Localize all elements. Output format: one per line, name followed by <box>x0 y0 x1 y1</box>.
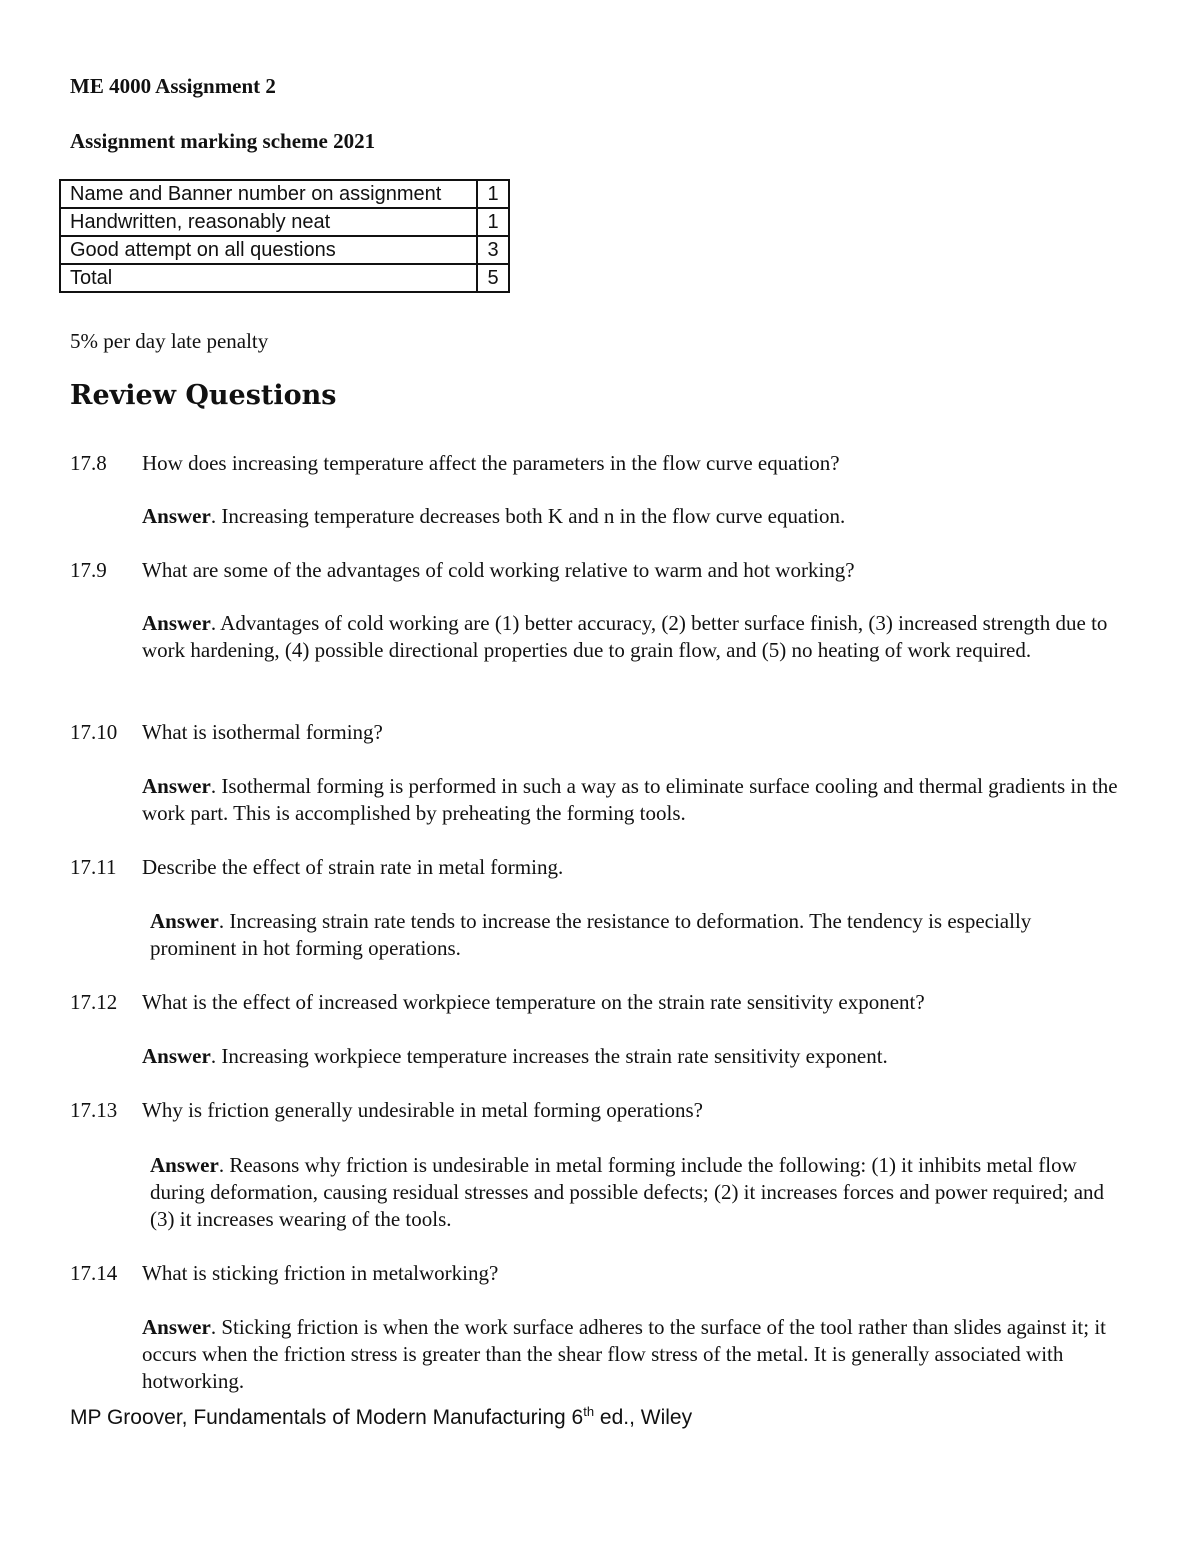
reference-text-end: ed., Wiley <box>594 1406 693 1429</box>
question-number: 17.11 <box>70 855 117 879</box>
answer-label-dot: . <box>210 611 221 635</box>
question-text: How does increasing temperature affect the parameters in the flow curve equation? <box>142 451 840 475</box>
section-heading: Review Questions <box>70 380 337 411</box>
marking-scheme-table <box>59 179 510 293</box>
answer-block <box>142 1314 1132 1395</box>
answer-label: Answer <box>142 1315 211 1339</box>
answer-block <box>150 908 1110 962</box>
table-row <box>60 208 509 236</box>
answer-text: Isothermal forming is performed in such a way as to eliminate surface cooling and thermal gradients in the work part. This is accomplished by preheating the forming tools. <box>142 774 1118 825</box>
answer-label: Answer <box>150 909 219 933</box>
answer-label-dot: . <box>210 774 222 798</box>
answer-label-dot: . <box>210 504 222 528</box>
question-text: What is sticking friction in metalworking? <box>142 1261 499 1285</box>
answer-label-dot: . <box>210 1315 222 1339</box>
question-number: 17.8 <box>70 451 107 475</box>
table-row <box>60 236 509 264</box>
answer-text: Increasing strain rate tends to increase the resistance to deformation. The tendency is especially prominent in hot forming operations. <box>150 909 1032 960</box>
question-text: What is the effect of increased workpiece temperature on the strain rate sensitivity exponent? <box>142 990 925 1014</box>
question-number: 17.12 <box>70 990 118 1014</box>
table-row <box>60 180 509 208</box>
answer-label: Answer <box>142 1044 211 1068</box>
answer-label-dot: . <box>218 909 230 933</box>
question-number: 17.9 <box>70 558 107 582</box>
late-penalty-note: 5% per day late penalty <box>70 329 269 353</box>
reference-superscript: th <box>583 1404 595 1419</box>
answer-block <box>142 503 1132 530</box>
assignment-title: ME 4000 Assignment 2 <box>70 74 276 98</box>
points-cell: 3 <box>477 236 509 264</box>
criterion-cell: Handwritten, reasonably neat <box>60 208 477 236</box>
answer-text: Sticking friction is when the work surface adheres to the surface of the tool rather than slides against it; it occurs when the friction stress is greater than the shear flow stress of the metal. It is generally associated with hotworking. <box>142 1315 1106 1393</box>
answer-label-dot: . <box>210 1044 222 1068</box>
question-text: Why is friction generally undesirable in metal forming operations? <box>142 1098 703 1122</box>
answer-label-dot: . <box>218 1153 230 1177</box>
criterion-cell: Good attempt on all questions <box>60 236 477 264</box>
answer-block <box>150 1152 1110 1233</box>
answer-block <box>142 610 1132 664</box>
points-cell: 5 <box>477 264 509 292</box>
criterion-cell: Name and Banner number on assignment <box>60 180 477 208</box>
answer-block <box>142 773 1132 827</box>
answer-text: Increasing temperature decreases both K and n in the flow curve equation. <box>221 504 846 528</box>
question-text: What is isothermal forming? <box>142 720 383 744</box>
question-text: What are some of the advantages of cold working relative to warm and hot working? <box>142 558 855 582</box>
answer-block <box>142 1043 1132 1070</box>
answer-text: Advantages of cold working are (1) better accuracy, (2) better surface finish, (3) increased strength due to work hardening, (4) possible directional properties due to grain flow, and (5) no heating of work required. <box>142 611 1108 662</box>
answer-text: Reasons why friction is undesirable in metal forming include the following: (1) it inhibits metal flow during deformation, causing residual stresses and possible defects; (2) it increases forces and power required; and (3) it increases wearing of the tools. <box>150 1153 1105 1231</box>
reference-citation <box>70 1404 692 1431</box>
answer-label: Answer <box>150 1153 219 1177</box>
criterion-cell: Total <box>60 264 477 292</box>
reference-text: MP Groover, Fundamentals of Modern Manufacturing 6 <box>70 1406 584 1429</box>
answer-label: Answer <box>142 611 211 635</box>
question-number: 17.10 <box>70 720 118 744</box>
table-row <box>60 264 509 292</box>
marking-scheme-title: Assignment marking scheme 2021 <box>70 129 376 153</box>
question-text: Describe the effect of strain rate in metal forming. <box>142 855 564 879</box>
question-number: 17.13 <box>70 1098 118 1122</box>
answer-label: Answer <box>142 774 211 798</box>
points-cell: 1 <box>477 208 509 236</box>
question-number: 17.14 <box>70 1261 118 1285</box>
answer-text: Increasing workpiece temperature increases the strain rate sensitivity exponent. <box>221 1044 888 1068</box>
answer-label: Answer <box>142 504 211 528</box>
points-cell: 1 <box>477 180 509 208</box>
